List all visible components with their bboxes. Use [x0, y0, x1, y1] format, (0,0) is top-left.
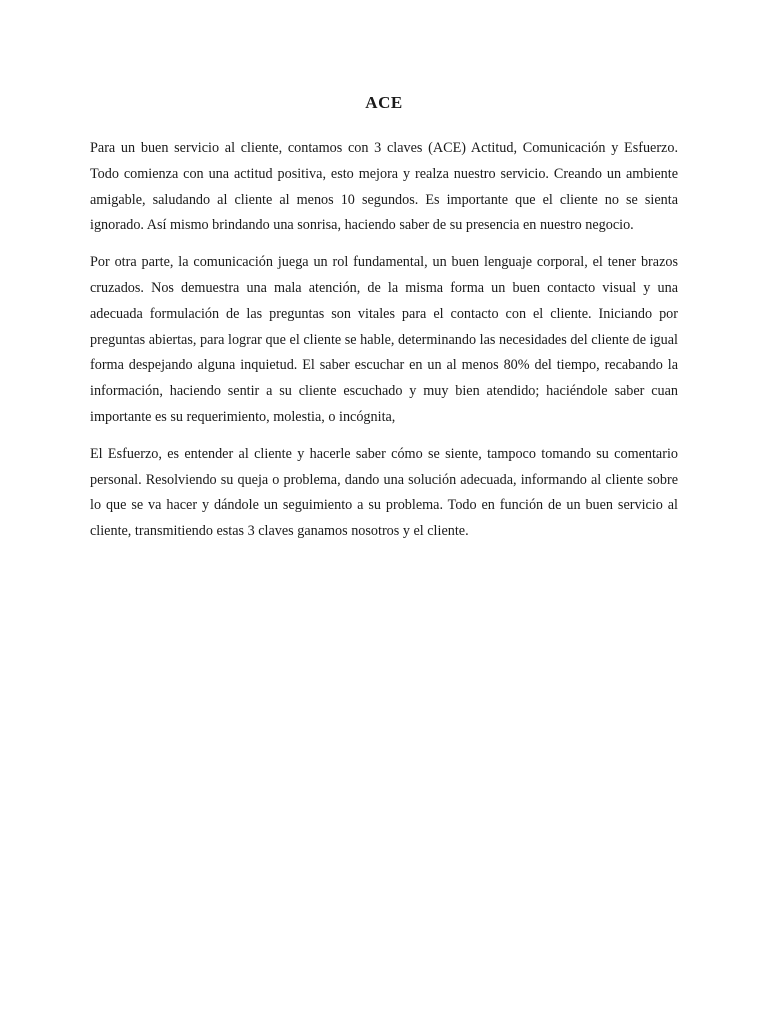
paragraph-comunicacion: Por otra parte, la comunicación juega un rol fundamental, un buen lenguaje corporal, el tener brazos cruzados. Nos demuestra una mala atención, de la misma forma un buen contacto visual y una adecuada formulación de las preguntas son vitales para el contacto con el cliente. Iniciando por preguntas abiertas, para lograr que el cliente se hable, determinando las necesidades del cliente de igual forma despejando alguna inquietud. El saber escuchar en un al menos 80% del tiempo, recabando la información, haciendo sentir a su cliente escuchado y muy bien atendido; haciéndole saber cuan importante es su requerimiento, molestia, o incógnita,: [90, 254, 678, 425]
document-body: [90, 136, 678, 556]
paragraph-esfuerzo: El Esfuerzo, es entender al cliente y hacerle saber cómo se siente, tampoco tomando su comentario personal. Resolviendo su queja o problema, dando una solución adecuada, informando al cliente sobre lo que se va hacer y dándole un seguimiento a su problema. Todo en función de un buen servicio al cliente, transmitiendo estas 3 claves ganamos nosotros y el cliente.: [90, 445, 678, 540]
paragraph-actitud: Para un buen servicio al cliente, contamos con 3 claves (ACE) Actitud, Comunicación y Esfuerzo. Todo comienza con una actitud positiva, esto mejora y realza nuestro servicio. Creando un ambiente amigable, saludando al cliente al menos 10 segundos. Es importante que el cliente no se sienta ignorado. Así mismo brindando una sonrisa, haciendo saber de su presencia en nuestro negocio.: [90, 140, 678, 234]
document-title: ACE: [365, 93, 403, 112]
